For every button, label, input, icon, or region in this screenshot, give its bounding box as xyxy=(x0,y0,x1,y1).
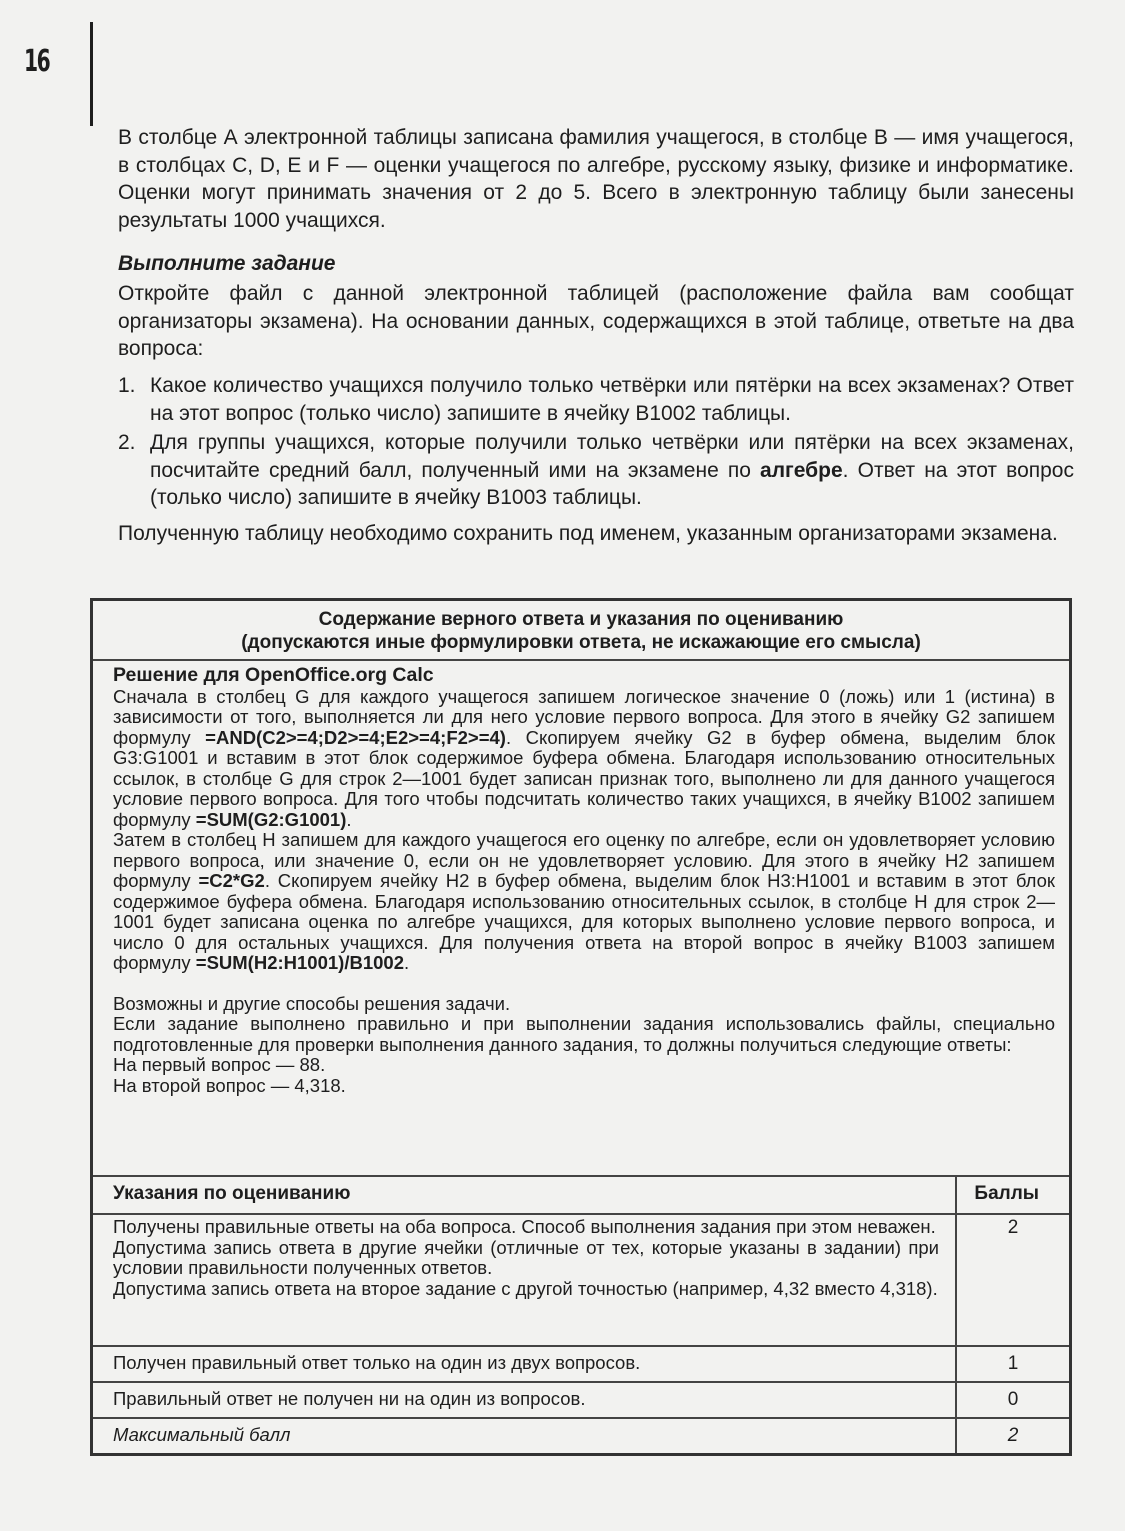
solution-text: . xyxy=(403,952,410,973)
question-text xyxy=(150,429,1074,512)
criteria-text: Правильный ответ не получен ни на один из вопросов. xyxy=(113,1388,586,1409)
question-item xyxy=(118,429,1074,512)
criteria-row xyxy=(93,1383,1069,1419)
max-score-row xyxy=(93,1419,1069,1453)
solution-title: Решение для OpenOffice.org Calc xyxy=(113,664,434,686)
formula: =C2*G2 xyxy=(198,870,265,891)
score-header-label: Баллы xyxy=(974,1183,1039,1204)
spacer xyxy=(113,974,1055,994)
formula: =AND(C2>=4;D2>=4;E2>=4;F2>=4) xyxy=(205,726,506,748)
max-score-value: 2 xyxy=(1007,1425,1019,1446)
question-text: Какое количество учащихся получило только четвёрки или пятёрки на всех экзаменах? Ответ на этот вопрос (только число) запишите в ячейку B1002 таблицы. xyxy=(150,374,1074,425)
save-note: Полученную таблицу необходимо сохранить под именем, указанным организаторами экзамена. xyxy=(118,522,1058,545)
solution-paragraph-2 xyxy=(113,830,1055,974)
criteria-score: 2 xyxy=(1007,1217,1019,1238)
solution-text: . Скопируем ячейку H2 в буфер обмена, выделим блок H3:H1001 и вставим в этот блок содержимое буфера обмена. Благодаря использованию относительных ссылок, в столбце H для строк 2—1001 будет записана оценка по алгебре учащихся, для которых выполнено условие первого вопроса, и число 0 для остальных учащихся. Для получения ответа на второй вопрос в ячейку B1003 запишем формулу xyxy=(113,870,1055,973)
criteria-line: Допустима запись ответа на второе задание с другой точностью (например, 4,32 вместо 4,318). xyxy=(113,1277,938,1299)
grading-header xyxy=(93,1175,1069,1215)
criteria-score: 1 xyxy=(1007,1353,1019,1374)
question-text-part: Для группы учащихся, которые получили только четвёрки или пятёрки на всех экзаменах, посчитайте средний балл, полученный ими на экзамене по xyxy=(150,431,1074,482)
solution-text: . xyxy=(346,808,352,830)
answer-box xyxy=(90,598,1072,1456)
grading-header-label: Указания по оцениванию xyxy=(113,1183,351,1204)
formula: =SUM(G2:G1001) xyxy=(195,808,347,830)
criteria-row xyxy=(93,1213,1069,1347)
criteria-text xyxy=(113,1217,939,1299)
question-list xyxy=(118,372,1074,514)
question-emphasis: алгебре xyxy=(760,458,843,482)
criteria-line: Допустима запись ответа в другие ячейки (отличные от тех, которые указаны в задании) при условии правильности полученных ответов. xyxy=(113,1236,939,1278)
solution-text: Затем в столбец H запишем для каждого учащегося его оценку по алгебре, если он удовлетворяет условию первого вопроса, или значение 0, если он не удовлетворяет условию. Для этого в ячейку H2 запишем формулу xyxy=(113,829,1055,891)
answer-box-header-line2: (допускаются иные формулировки ответа, не искажающие его смысла) xyxy=(241,632,921,653)
task-text: Откройте файл с данной электронной таблицей (расположение файла вам сообщат организаторы экзамена). На основании данных, содержащихся в этой таблице, ответьте на два вопроса: xyxy=(118,282,1074,360)
criteria-text: Получен правильный ответ только на один из двух вопросов. xyxy=(113,1352,641,1373)
task-heading: Выполните задание xyxy=(118,252,336,275)
solution-section xyxy=(113,665,1055,1096)
answer-line-1: На первый вопрос — 88. xyxy=(113,1054,326,1075)
question-number: 2. xyxy=(118,431,136,454)
answer-line-2: На второй вопрос — 4,318. xyxy=(113,1074,346,1096)
solution-text: Сначала в столбец G для каждого учащегося запишем логическое значение 0 (ложь) или 1 (истина) в зависимости от того, выполняется ли для него условие первого вопроса. Для этого в ячейку G2 запишем формулу xyxy=(113,685,1055,748)
solution-paragraph-1 xyxy=(113,687,1055,831)
criteria-line: Получены правильные ответы на оба вопроса. Способ выполнения задания при этом неважен. xyxy=(113,1216,936,1237)
formula: =SUM(H2:H1001)/B1002 xyxy=(195,952,404,973)
margin-rule xyxy=(90,22,93,126)
solution-paragraph-3: Возможны и другие способы решения задачи. xyxy=(113,992,511,1014)
page-number: 16 xyxy=(24,44,50,79)
intro-paragraph: В столбце А электронной таблицы записана фамилия учащегося, в столбце В — имя учащегося, в столбцах C, D, E и F — оценки учащегося по алгебре, русскому языку, физике и информатике. Оценки могут принимать значения от 2 до 5. Всего в электронную таблицу были занесены результаты 1000 учащихся. xyxy=(118,126,1074,232)
answer-box-header xyxy=(93,601,1069,661)
solution-text: . Скопируем ячейку G2 в буфер обмена, выделим блок G3:G1001 и вставим в этот блок содержимое буфера обмена. Благодаря использованию относительных ссылок, в столбце G для строк 2—1001 будет записан признак того, выполнено ли для данного учащегося условие первого вопроса. Для того чтобы подсчитать количество таких учащихся, в ячейку B1002 запишем формулу xyxy=(113,726,1055,830)
criteria-row xyxy=(93,1347,1069,1383)
question-text-part: . Ответ на этот вопрос (только число) запишите в ячейку B1003 таблицы. xyxy=(150,458,1074,509)
max-score-label: Максимальный балл xyxy=(113,1424,291,1445)
answer-box-header-line1: Содержание верного ответа и указания по оцениванию xyxy=(318,609,844,630)
solution-paragraph-4: Если задание выполнено правильно и при выполнении задания использовались файлы, специально подготовленные для проверки выполнения данного задания, то должны получиться следующие ответы: xyxy=(113,1013,1055,1055)
question-item xyxy=(118,372,1074,427)
criteria-score: 0 xyxy=(1007,1389,1019,1410)
question-number: 1. xyxy=(118,374,136,397)
